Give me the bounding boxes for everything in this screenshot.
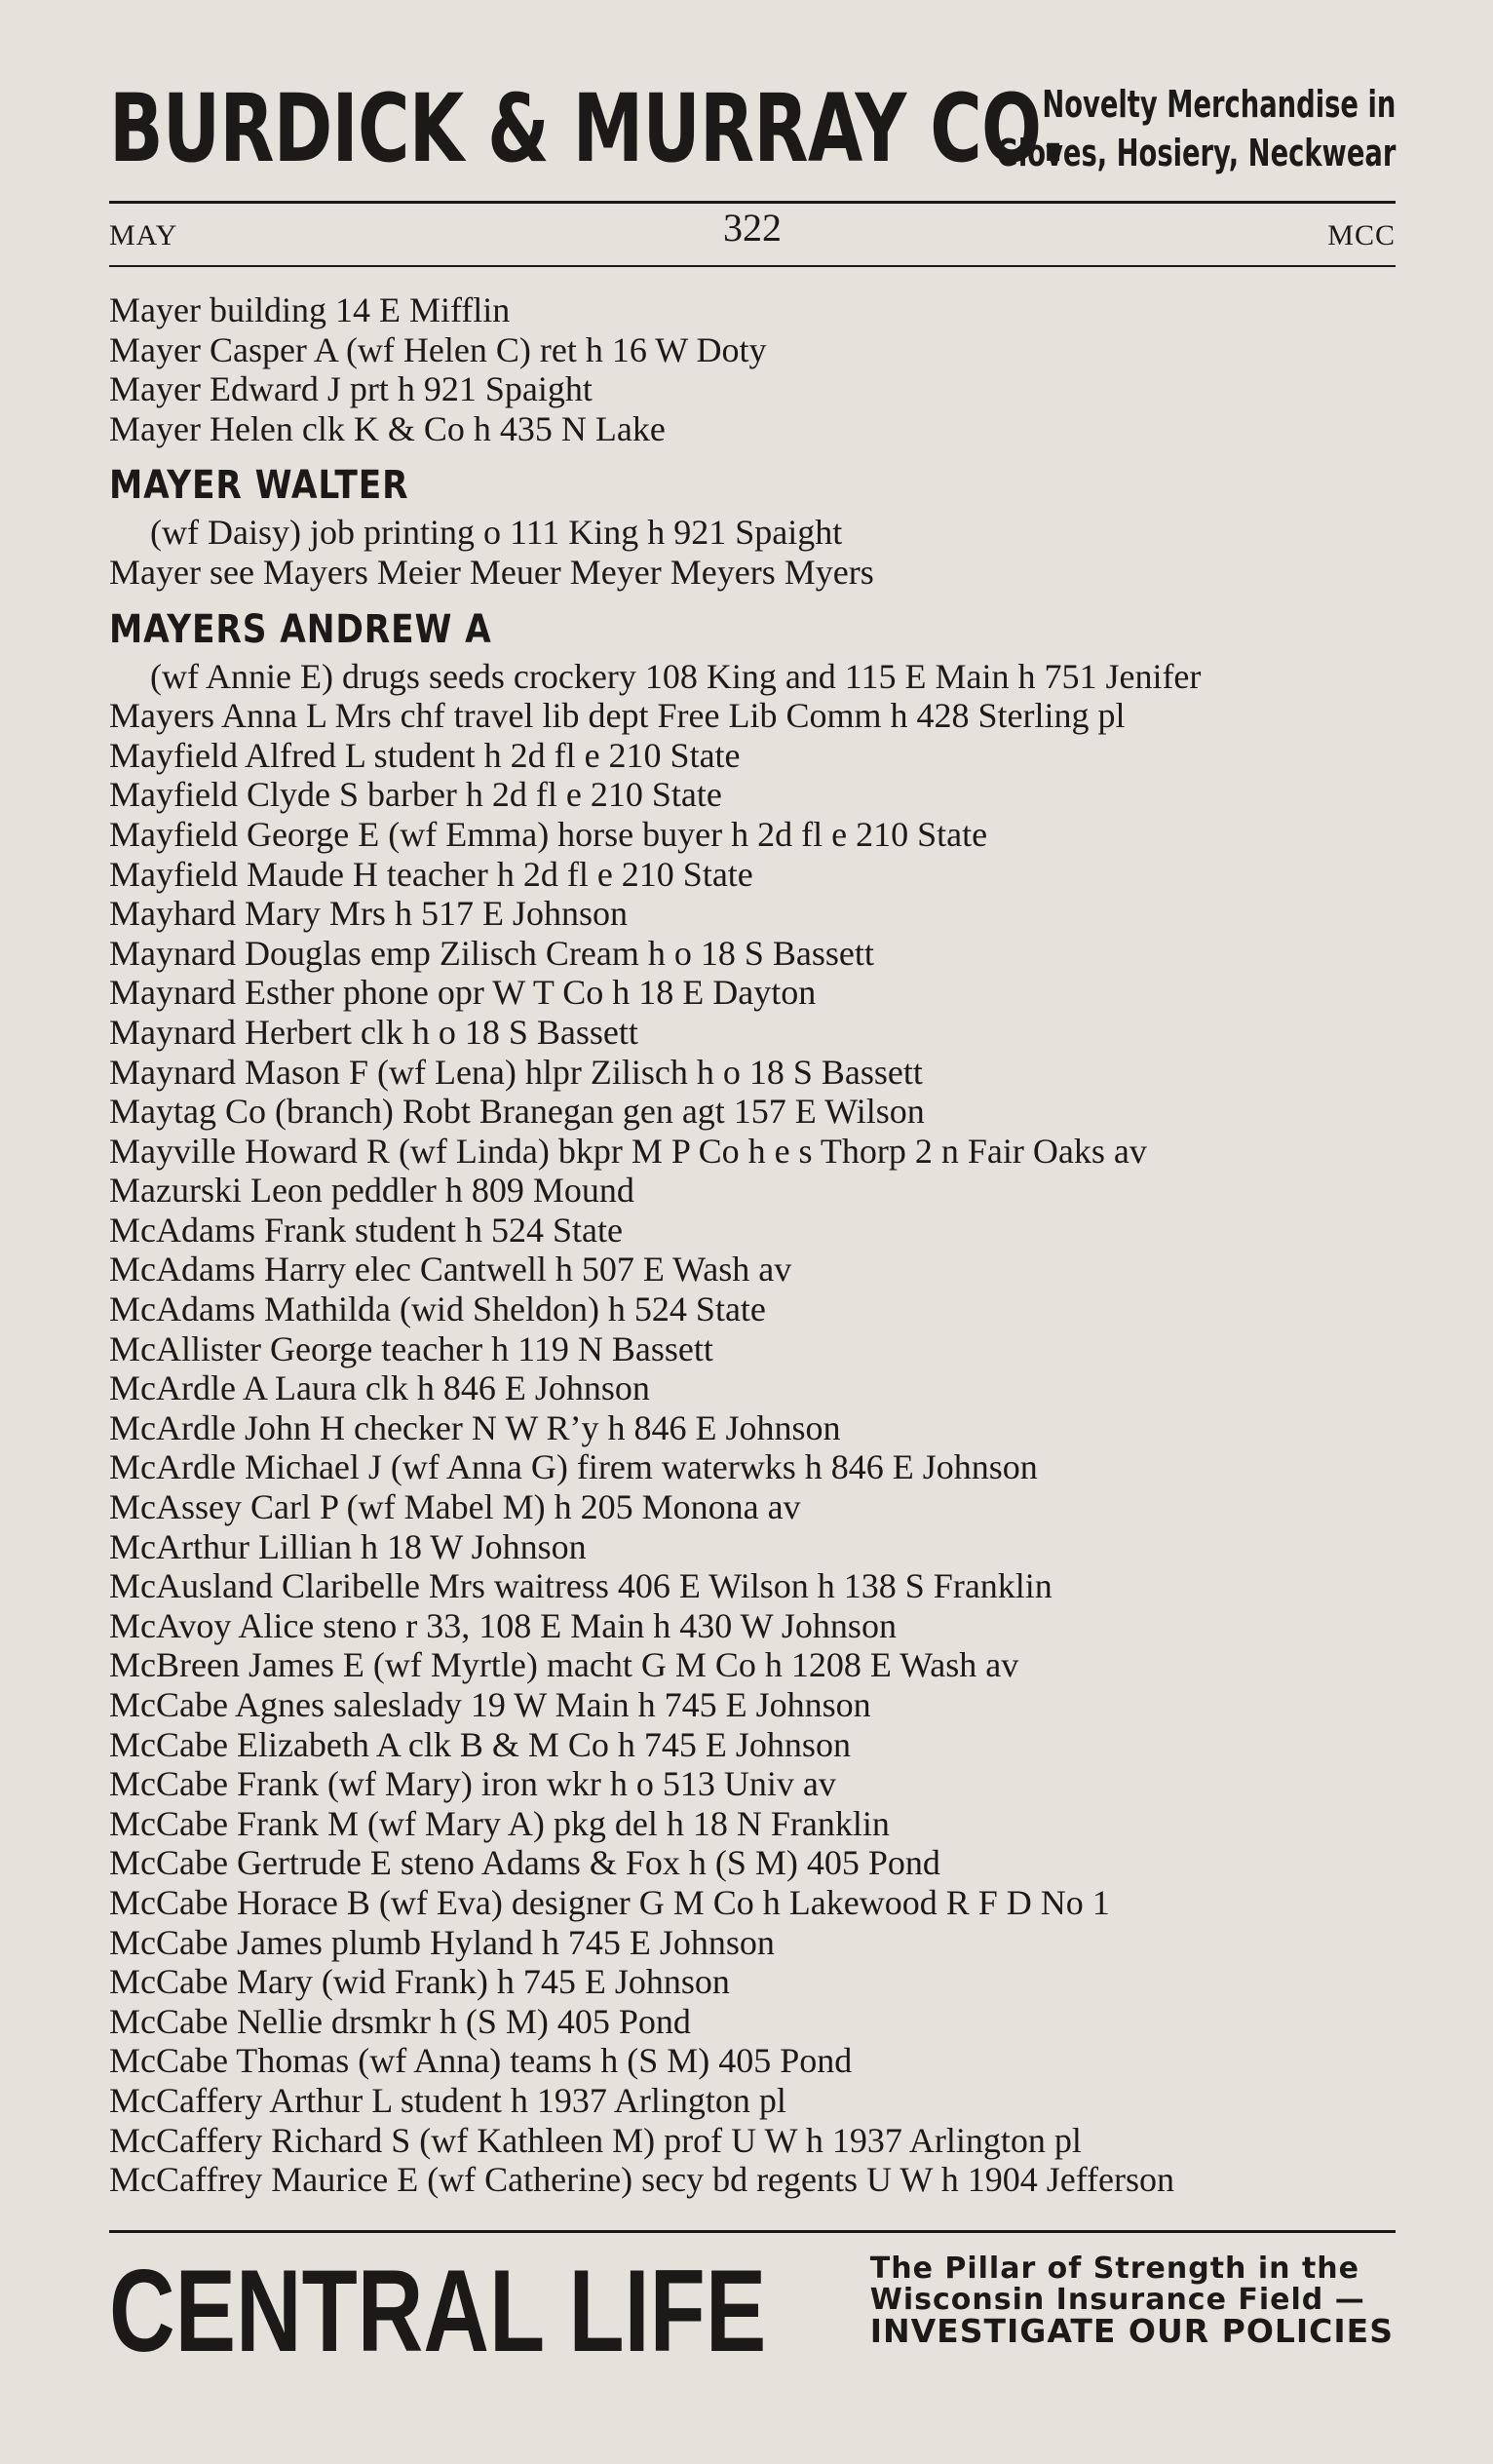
- top-advertisement: [109, 70, 1396, 197]
- header-range-end: MCC: [1327, 219, 1396, 251]
- list-item: McCabe James plumb Hyland h 745 E Johnson: [109, 1922, 775, 1962]
- list-item: McCabe Frank M (wf Mary A) pkg del h 18 N Franklin: [109, 1803, 890, 1843]
- list-item: McCabe Thomas (wf Anna) teams h (S M) 405 Pond: [109, 2041, 853, 2081]
- list-item: McAdams Mathilda (wid Sheldon) h 524 State: [109, 1290, 766, 1329]
- list-item: Mayer Casper A (wf Helen C) ret h 16 W Doty: [109, 329, 767, 369]
- list-item: Mayer Helen clk K & Co h 435 N Lake: [109, 408, 666, 448]
- list-item: McAvoy Alice steno r 33, 108 E Main h 430 W Johnson: [109, 1605, 897, 1645]
- list-item: Mayer building 14 E Mifflin: [109, 290, 511, 329]
- list-item: McArthur Lillian h 18 W Johnson: [109, 1526, 587, 1566]
- list-item: (wf Annie E) drugs seeds crockery 108 King and 115 E Main h 751 Jenifer: [150, 656, 1202, 696]
- list-item: McCabe Gertrude E steno Adams & Fox h (S M) 405 Pond: [109, 1843, 940, 1883]
- advertiser-name: BURDICK & MURRAY CO.: [109, 74, 1066, 183]
- bold-listing-name: MAYER WALTER: [109, 463, 409, 509]
- list-item: Mazurski Leon peddler h 809 Mound: [109, 1171, 634, 1211]
- list-item: McCabe Nellie drsmkr h (S M) 405 Pond: [109, 2001, 691, 2041]
- list-item: Mayer Edward J prt h 921 Spaight: [109, 369, 593, 409]
- list-item: McAllister George teacher h 119 N Bassett: [109, 1328, 713, 1368]
- list-item: McArdle John H checker N W R’y h 846 E Johnson: [109, 1407, 841, 1447]
- tagline-line: The Pillar of Strength in the: [869, 2252, 1359, 2286]
- list-item: McCabe Mary (wid Frank) h 745 E Johnson: [109, 1962, 730, 2002]
- list-item: McAssey Carl P (wf Mabel M) h 205 Monona av: [109, 1487, 801, 1527]
- list-item: Mayfield Maude H teacher h 2d fl e 210 State: [109, 854, 753, 894]
- advertiser-tagline: [996, 80, 1396, 177]
- list-item: Mayers Anna L Mrs chf travel lib dept Free Lib Comm h 428 Sterling pl: [109, 696, 1126, 736]
- list-item: Maynard Douglas emp Zilisch Cream h o 18 S Bassett: [109, 933, 874, 973]
- list-item: McAusland Claribelle Mrs waitress 406 E Wilson h 138 S Franklin: [109, 1566, 1053, 1606]
- tagline-line: Gloves, Hosiery, Neckwear: [996, 132, 1396, 174]
- advertiser-name: CENTRAL LIFE: [109, 2246, 767, 2376]
- list-item: McAdams Frank student h 524 State: [109, 1210, 623, 1250]
- list-item: McBreen James E (wf Myrtle) macht G M Co h 1208 E Wash av: [109, 1645, 1019, 1685]
- list-item: McCaffrey Maurice E (wf Catherine) secy bd regents U W h 1904 Jefferson: [109, 2160, 1174, 2200]
- list-item: Mayer see Mayers Meier Meuer Meyer Meyers Myers: [109, 552, 874, 592]
- list-item: Mayfield George E (wf Emma) horse buyer h 2d fl e 210 State: [109, 814, 988, 854]
- list-item: Mayfield Alfred L student h 2d fl e 210 State: [109, 735, 741, 775]
- list-item: (wf Daisy) job printing o 111 King h 921 Spaight: [150, 513, 843, 553]
- list-item: Maynard Esther phone opr W T Co h 18 E Dayton: [109, 973, 817, 1013]
- list-item: Maytag Co (branch) Robt Branegan gen agt 157 E Wilson: [109, 1092, 925, 1132]
- list-item: Maynard Herbert clk h o 18 S Bassett: [109, 1012, 638, 1052]
- divider-rule: [109, 265, 1396, 267]
- list-item: McCabe Agnes saleslady 19 W Main h 745 E Johnson: [109, 1685, 871, 1724]
- list-item: Maynard Mason F (wf Lena) hlpr Zilisch h o 18 S Bassett: [109, 1052, 923, 1092]
- tagline-line: Wisconsin Insurance Field —: [869, 2283, 1365, 2317]
- advertiser-tagline: [869, 2252, 1394, 2350]
- list-item: McArdle A Laura clk h 846 E Johnson: [109, 1368, 650, 1408]
- list-item: McCaffery Richard S (wf Kathleen M) prof U W h 1937 Arlington pl: [109, 2120, 1082, 2160]
- page-number: 322: [723, 206, 782, 250]
- list-item: McArdle Michael J (wf Anna G) firem waterwks h 846 E Johnson: [109, 1447, 1038, 1487]
- header-range-start: MAY: [109, 219, 178, 251]
- list-item: Mayhard Mary Mrs h 517 E Johnson: [109, 894, 628, 934]
- list-item: McCabe Elizabeth A clk B & M Co h 745 E Johnson: [109, 1724, 851, 1764]
- list-item: McCabe Horace B (wf Eva) designer G M Co h Lakewood R F D No 1: [109, 1882, 1110, 1922]
- bold-listing-name: MAYERS ANDREW A: [109, 606, 492, 652]
- list-item: McCabe Frank (wf Mary) iron wkr h o 513 Univ av: [109, 1764, 836, 1804]
- list-item: Mayville Howard R (wf Linda) bkpr M P Co h e s Thorp 2 n Fair Oaks av: [109, 1131, 1147, 1171]
- tagline-line: INVESTIGATE OUR POLICIES: [869, 2312, 1394, 2350]
- tagline-line: Novelty Merchandise in: [1041, 83, 1396, 126]
- divider-rule: [109, 2230, 1396, 2233]
- directory-list: [109, 290, 1396, 2200]
- list-item: McCaffery Arthur L student h 1937 Arlington pl: [109, 2080, 786, 2120]
- list-item: McAdams Harry elec Cantwell h 507 E Wash av: [109, 1250, 792, 1290]
- list-item: Mayfield Clyde S barber h 2d fl e 210 State: [109, 775, 722, 815]
- divider-rule: [109, 201, 1396, 204]
- bottom-advertisement: [109, 2248, 1396, 2384]
